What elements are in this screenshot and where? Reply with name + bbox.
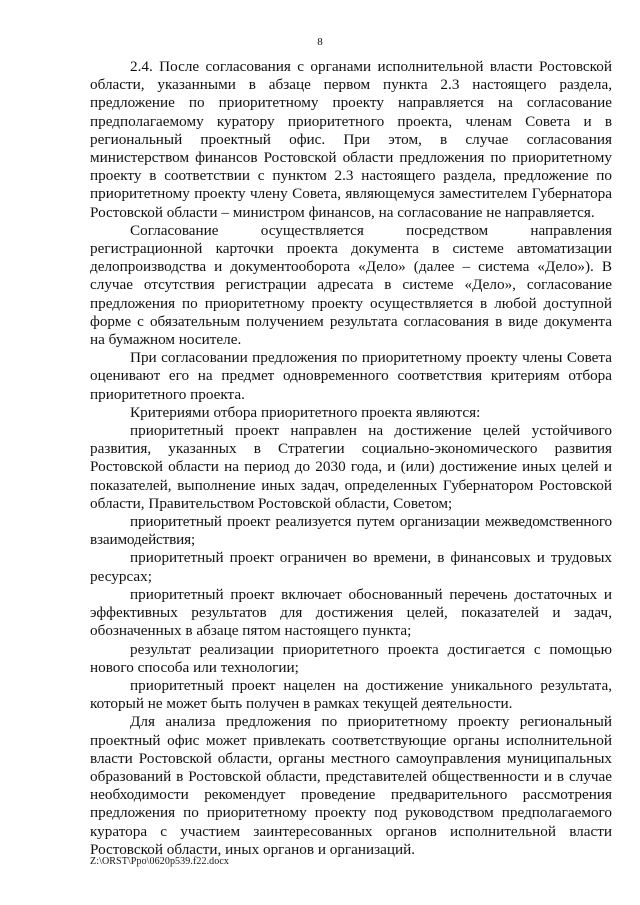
paragraph-2-4: 2.4. После согласования с органами исполнительной власти Ростовской области, указанными в абзаце первом пункта 2.3 настоящего раздела, предложение по приоритетному проекту направляется на согласование предполагаемому куратору приоритетного проекта, членам Совета и в региональный проектный офис. При этом, в случае согласования министерством финансов Ростовской области предложения по приоритетному проекту в соответствии с пунктом 2.3 настоящего раздела, предложение по приоритетному проекту члену Совета, являющемуся заместителем Губернатора Ростовской области – министром финансов, на согласование не направляется. [90,58,612,221]
criterion-interagency: приоритетный проект реализуется путем организации межведомственного взаимодействия; [90,513,612,549]
criterion-limited-resources: приоритетный проект ограничен во времени, в финансовых и трудовых ресурсах; [90,549,612,585]
document-body [90,58,612,859]
paragraph-criteria-intro: Критериями отбора приоритетного проекта являются: [130,403,481,421]
criterion-goals: приоритетный проект направлен на достижение целей устойчивого развития, указанных в Стратегии социально-экономического развития Ростовской области на период до 2030 года, и (или) достижение иных целей и показателей, выполнение иных задач, определенных Губернатором Ростовской области, Правительством Ростовской области, Советом; [90,422,612,512]
paragraph-approval-procedure: Согласование осуществляется посредством направления регистрационной карточки проекта документа в системе автоматизации делопроизводства и документооборота «Дело» (далее – система «Дело»). В случае отсутствия регистрации адресата в системе «Дело», согласование предложения по приоритетному проекту осуществляется в любой доступной форме с обязательным получением результата согласования в виде документа на бумажном носителе. [90,221,612,349]
page-number: 8 [317,36,323,48]
criterion-new-method: результат реализации приоритетного проекта достигается с помощью нового способа или технологии; [90,640,612,676]
paragraph-analysis: Для анализа предложения по приоритетному проекту региональный проектный офис может привлекать соответствующие органы исполнительной власти Ростовской области, органы местного самоуправления муниципальных образований в Ростовской области, представителей общественности и в случае необходимости рекомендует проведение предварительного рассмотрения предложения по приоритетному проекту под руководством предполагаемого куратора с участием заинтересованных органов исполнительной власти Ростовской области, иных органов и организаций. [90,713,612,858]
criterion-results-list: приоритетный проект включает обоснованный перечень достаточных и эффективных результатов для достижения целей, показателей и задач, обозначенных в абзаце пятом настоящего пункта; [90,585,612,640]
criterion-unique-result: приоритетный проект нацелен на достижение уникального результата, который не может быть получен в рамках текущей деятельности. [90,676,612,713]
paragraph-council-evaluation: При согласовании предложения по приоритетному проекту члены Совета оценивают его на предмет одновременного соответствия критериям отбора приоритетного проекта. [90,349,612,403]
footer-file-path: Z:\ORST\Ppo\0620p539.f22.docx [90,856,230,867]
